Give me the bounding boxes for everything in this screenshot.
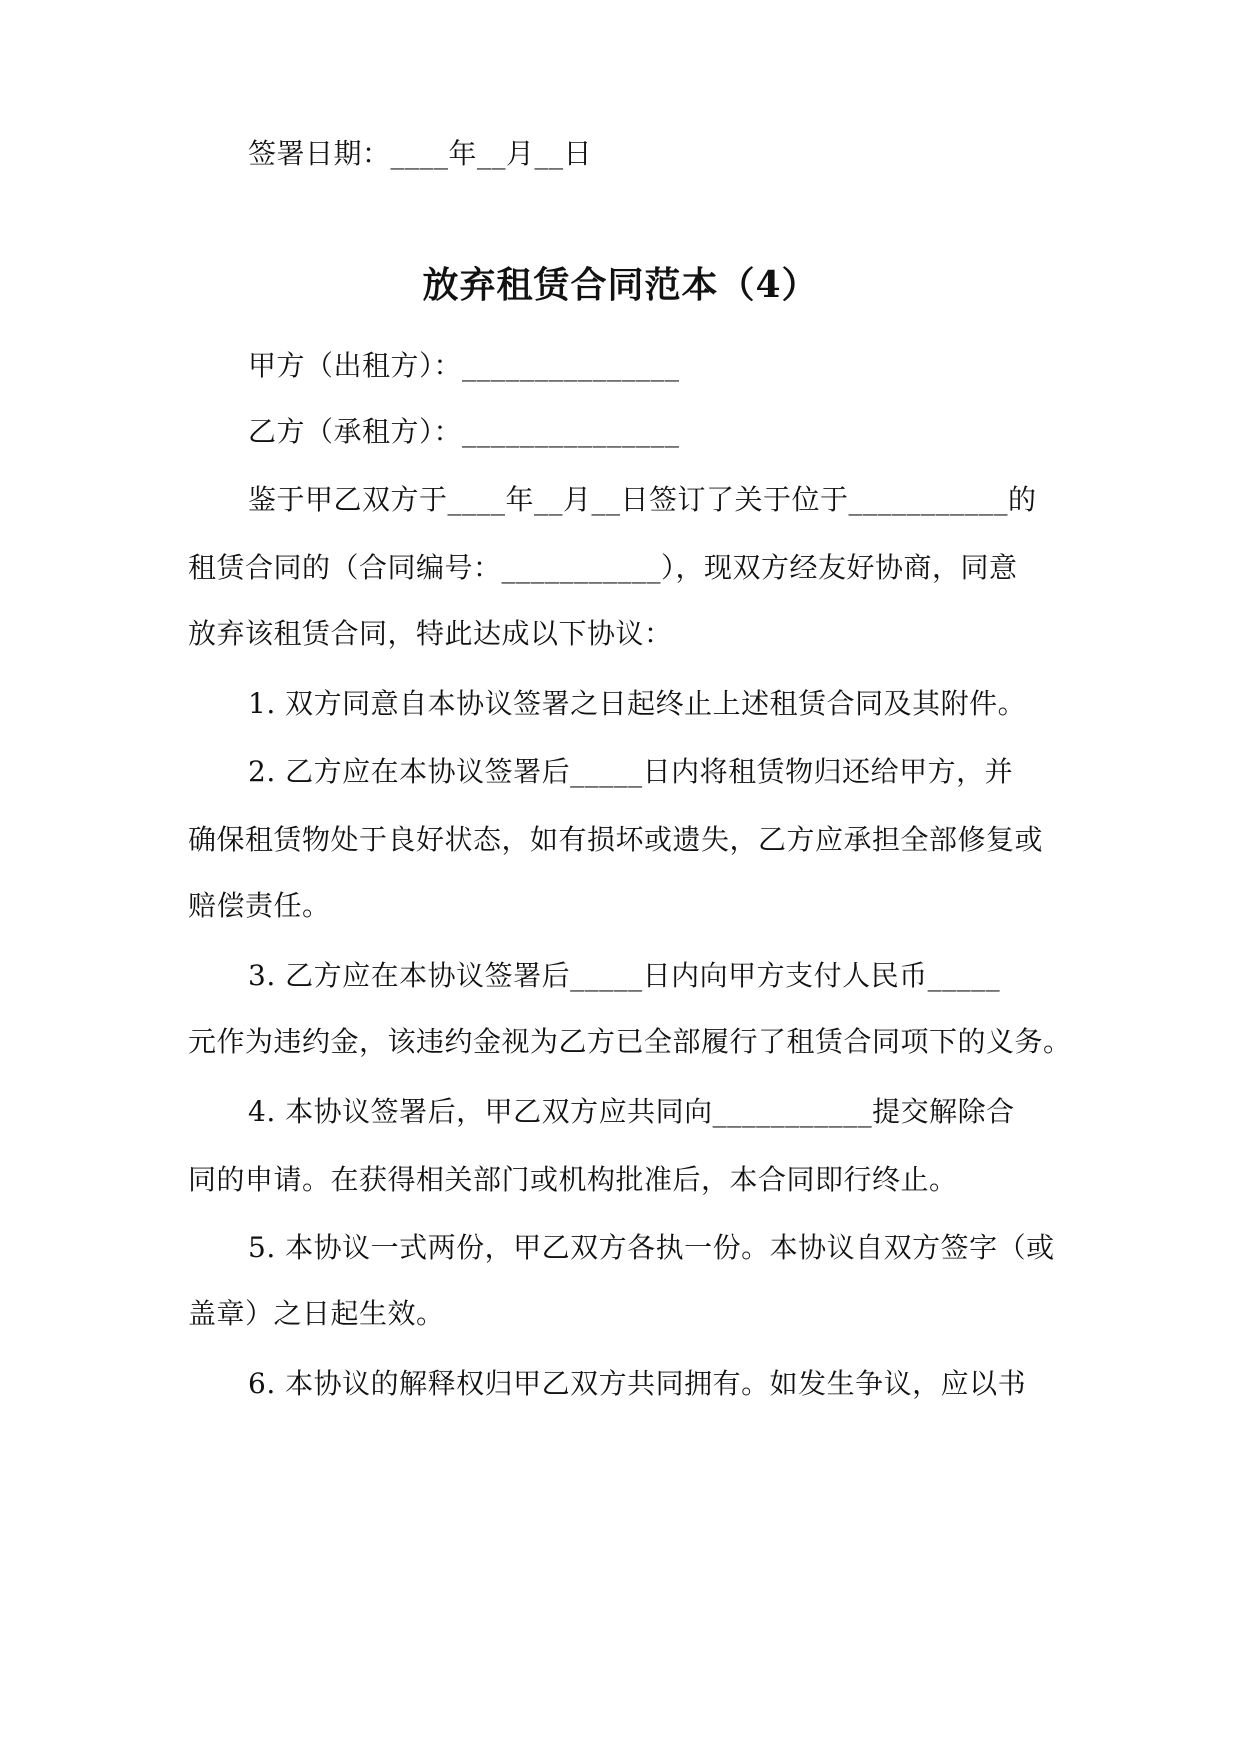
clause-2-line-3: 赔偿责任。 [188, 889, 331, 922]
party-b-line: 乙方（承租方）：_______________ [248, 415, 680, 448]
signing-date: 签署日期：____年__月__日 [248, 137, 593, 170]
clause-2-line-1: 2. 乙方应在本协议签署后_____日内将租赁物归还给甲方，并 [248, 755, 1014, 788]
clause-4-line-1: 4. 本协议签署后，甲乙双方应共同向___________提交解除合 [248, 1095, 1015, 1128]
clause-5-line-1: 5. 本协议一式两份，甲乙双方各执一份。本协议自双方签字（或 [248, 1231, 1055, 1264]
intro-line-3: 放弃该租赁合同，特此达成以下协议： [188, 617, 673, 650]
intro-line-2: 租赁合同的（合同编号：___________），现双方经友好协商，同意 [188, 551, 1018, 584]
clause-6-line-1: 6. 本协议的解释权归甲乙双方共同拥有。如发生争议，应以书 [248, 1367, 1027, 1400]
clause-1-line-1: 1. 双方同意自本协议签署之日起终止上述租赁合同及其附件。 [248, 687, 1027, 720]
clause-3-line-2: 元作为违约金，该违约金视为乙方已全部履行了租赁合同项下的义务。 [188, 1025, 1072, 1058]
document-title: 放弃租赁合同范本（4） [422, 264, 819, 306]
clause-4-line-2: 同的申请。在获得相关部门或机构批准后，本合同即行终止。 [188, 1163, 958, 1196]
intro-line-1: 鉴于甲乙双方于____年__月__日签订了关于位于___________的 [248, 483, 1037, 516]
clause-5-line-2: 盖章）之日起生效。 [188, 1297, 445, 1330]
party-a-line: 甲方（出租方）：_______________ [248, 349, 680, 382]
clause-2-line-2: 确保租赁物处于良好状态，如有损坏或遗失，乙方应承担全部修复或 [188, 823, 1044, 856]
clause-3-line-1: 3. 乙方应在本协议签署后_____日内向甲方支付人民币_____ [248, 959, 1001, 992]
